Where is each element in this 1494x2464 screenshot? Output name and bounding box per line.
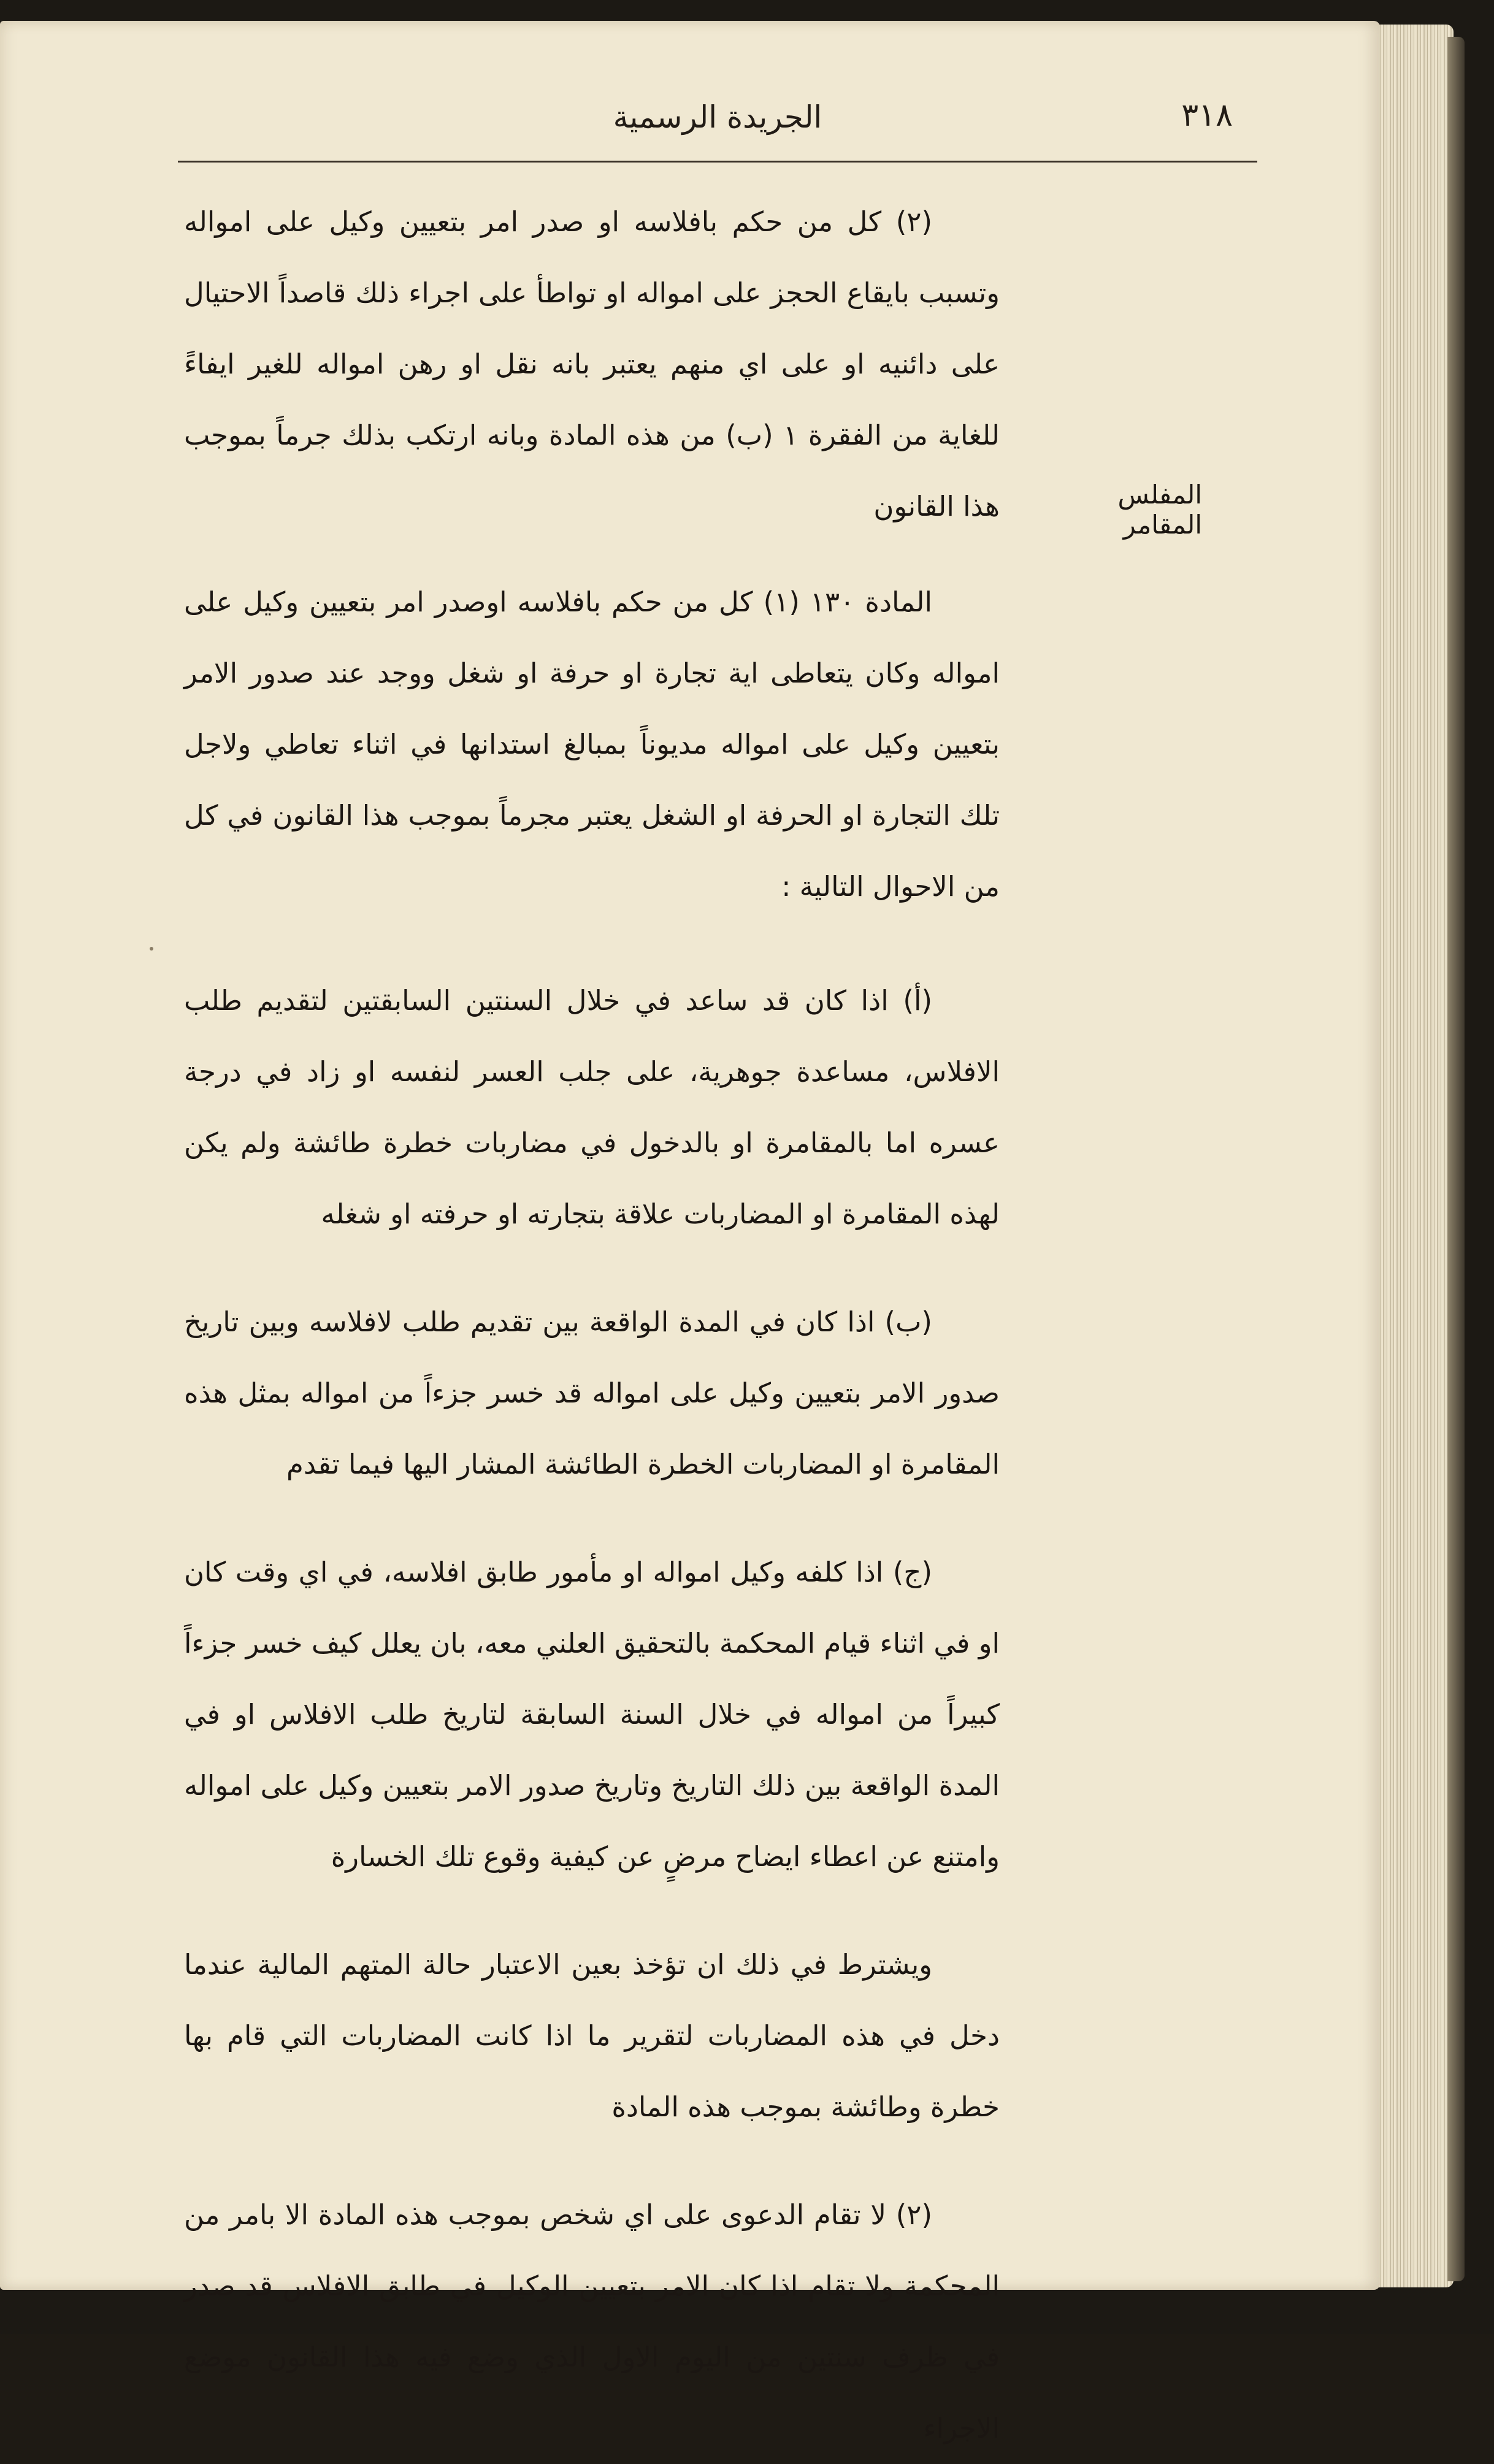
clause-a: (أ) اذا كان قد ساعد في خلال السنتين السابقتين لتقديم طلب الافلاس، مساعدة جوهرية، على جلب العسر لنفسه او زاد في درجة عسره اما بالمقامرة او بالدخول في مضاربات خطرة طائشة ولم يكن لهذه المقامرة او المضاربات علاقة بتجارته او حرفته او شغله: [184, 984, 1000, 1230]
proviso-paragraph: ويشترط في ذلك ان تؤخذ بعين الاعتبار حالة المتهم المالية عندما دخل في هذه المضاربات لتقرير ما اذا كانت المضاربات التي قام بها خطرة وطائشة بموجب هذه المادة: [184, 1948, 1000, 2123]
clause-b: (ب) اذا كان في المدة الواقعة بين تقديم طلب لافلاسه وبين تاريخ صدور الامر بتعيين وكيل على امواله قد خسر جزءاً من امواله بمثل هذه المقامرة او المضاربات الخطرة الطائشة المشار اليها فيما تقدم: [184, 1306, 1000, 1480]
running-title: الجريدة الرسمية: [613, 99, 822, 135]
paragraph-2: (٢) كل من حكم بافلاسه او صدر امر بتعيين وكيل على امواله وتسبب بايقاع الحجز على امواله او تواطأ على اجراء ذلك قاصداً الاحتيال على دائنيه او على اي منهم يعتبر بانه نقل او رهن امواله للغير ايفاءً للغاية من الفقرة ١ (ب) من هذه المادة وبانه ارتكب بذلك جرماً بموجب هذا القانون: [184, 205, 1000, 522]
paper-speck: [150, 947, 153, 951]
article-130-paragraph-2: (٢) لا تقام الدعوى على اي شخص بموجب هذه المادة الا بامر من المحكمة ولا تقام اذا كان الامر بتعيين الوكيل في طابق الافلاس قد صدر في ظرف سنتين من اليوم الاول الذي وضع فيه هذا القانون موضع الاجراء: [184, 2198, 1000, 2444]
book-page: [0, 21, 1380, 2444]
page-number: ٣١٨: [1181, 97, 1233, 134]
article-130-paragraph-1: المادة ١٣٠ (١) كل من حكم بافلاسه اوصدر امر بتعيين وكيل على امواله وكان يتعاطى اية تجارة او حرفة او شغل ووجد عند صدور الامر بتعيين وكيل على امواله مديوناً بمبالغ استدانها في اثناء تعاطي ولاجل تلك التجارة او الحرفة او الشغل يعتبر مجرماً بموجب هذا القانون في كل من الاحوال التالية :: [184, 586, 1000, 903]
page-header: [178, 93, 1257, 163]
margin-note: المفلس المقامر: [1117, 480, 1202, 540]
page-stack-edges: [1374, 25, 1454, 2287]
body-text: [184, 186, 1000, 2464]
book-cover-edge: [1447, 37, 1465, 2281]
clause-c: (ج) اذا كلفه وكيل امواله او مأمور طابق افلاسه، في اي وقت كان او في اثناء قيام المحكمة بالتحقيق العلني معه، بان يعلل كيف خسر جزءاً كبيراً من امواله في خلال السنة السابقة لتاريخ طلب الافلاس او في المدة الواقعة بين ذلك التاريخ وتاريخ صدور الامر بتعيين وكيل على امواله وامتنع عن اعطاء ايضاح مرضٍ عن كيفية وقوع تلك الخسارة: [184, 1556, 1000, 1873]
